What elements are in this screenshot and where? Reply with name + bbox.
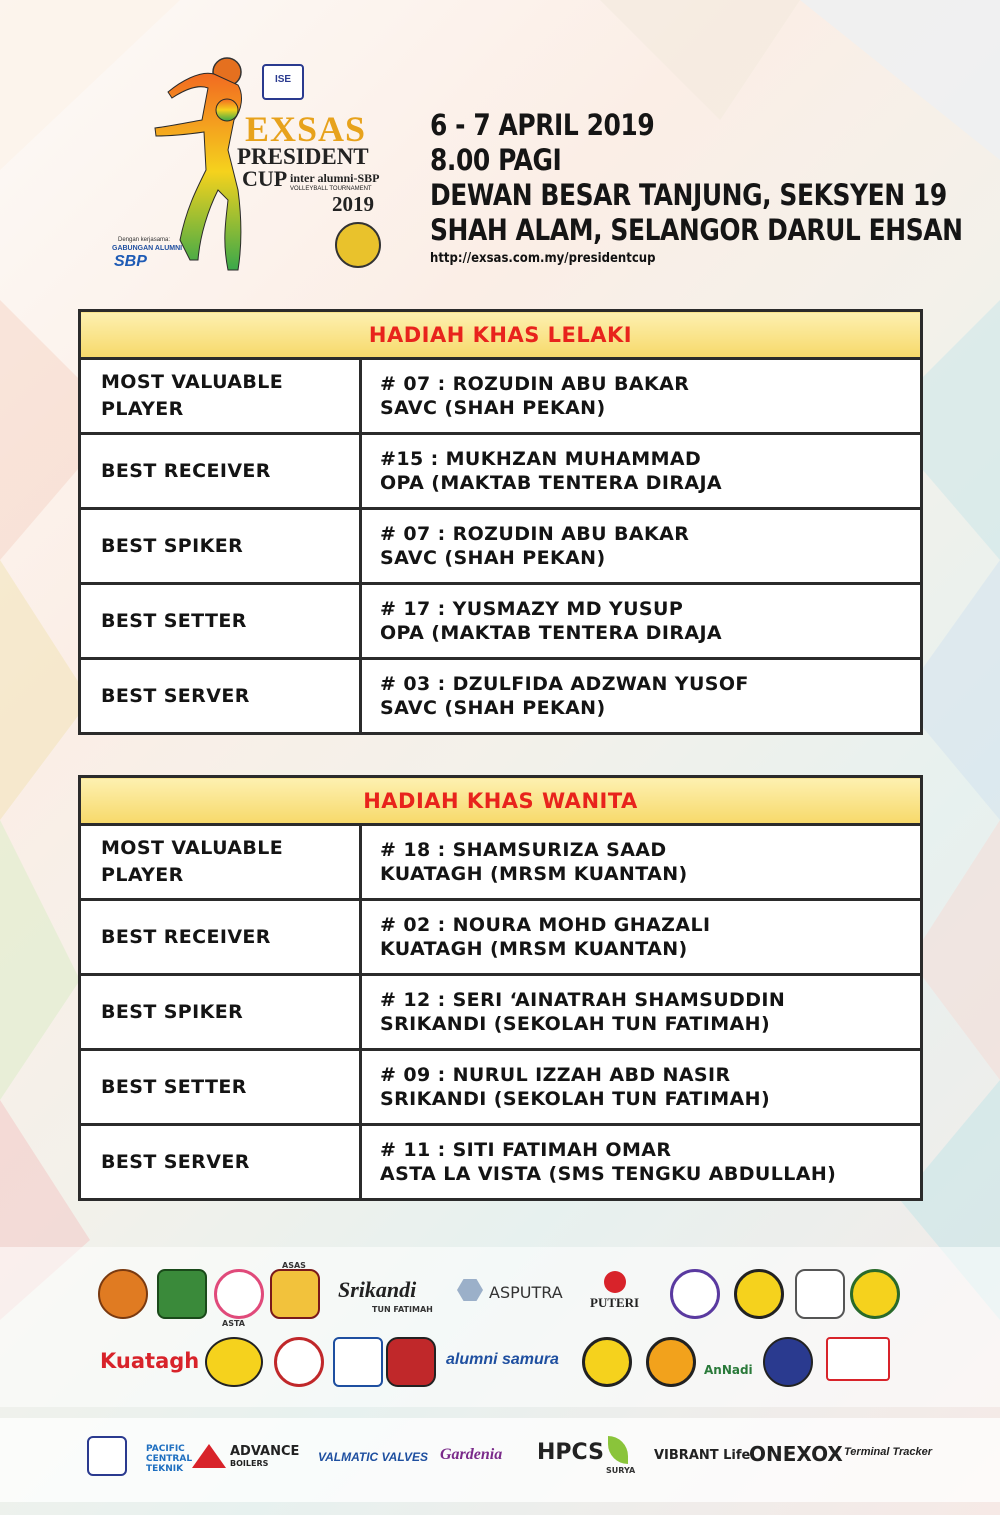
- award-winner: # 03 : DZULFIDA ADZWAN YUSOF SAVC (SHAH PEKAN): [361, 659, 922, 734]
- award-winner: # 11 : SITI FATIMAH OMAR ASTA LA VISTA (SMS TENGKU ABDULLAH): [361, 1125, 922, 1200]
- brand-sub2: VOLLEYBALL TOURNAMENT: [290, 186, 372, 192]
- award-category: BEST SETTER: [80, 584, 361, 659]
- table-row: [80, 825, 922, 900]
- srikandi-logo: Srikandi: [338, 1277, 417, 1302]
- award-category: BEST SERVER: [80, 659, 361, 734]
- award-category: MOST VALUABLE PLAYER: [80, 359, 361, 434]
- brand-line2: CUP: [242, 166, 288, 191]
- women-table-title: HADIAH KHAS WANITA: [80, 777, 922, 825]
- award-category: MOST VALUABLE PLAYER: [80, 825, 361, 900]
- award-category: BEST RECEIVER: [80, 434, 361, 509]
- alumni-logo-band: [0, 1247, 1000, 1407]
- table-row: [80, 584, 922, 659]
- event-venue-line1: DEWAN BESAR TANJUNG, SEKSYEN 19: [430, 178, 947, 212]
- table-row: [80, 659, 922, 734]
- gemilang-alumni-logo-icon: [157, 1269, 207, 1319]
- brand-title: EXSAS: [245, 109, 367, 149]
- prima-alumni-icon: [826, 1337, 890, 1381]
- arrow-logo-icon: [333, 1337, 383, 1387]
- award-winner: # 07 : ROZUDIN ABU BAKAR SAVC (SHAH PEKAN): [361, 509, 922, 584]
- table-row: [80, 1050, 922, 1125]
- event-date: 6 - 7 APRIL 2019: [430, 108, 655, 142]
- ise-sponsor-logo-icon: [87, 1436, 127, 1476]
- award-winner: # 09 : NURUL IZZAH ABD NASIR SRIKANDI (SEKOLAH TUN FATIMAH): [361, 1050, 922, 1125]
- gear-logo-icon: [646, 1337, 696, 1387]
- award-category: BEST RECEIVER: [80, 900, 361, 975]
- asas-crest-icon: [270, 1269, 320, 1319]
- award-category: BEST SETTER: [80, 1050, 361, 1125]
- anjara-badge-icon: [734, 1269, 784, 1319]
- event-info: [430, 108, 970, 266]
- mcoba-crest-icon: [386, 1337, 436, 1387]
- award-winner: # 18 : SHAMSURIZA SAAD KUATAGH (MRSM KUANTAN): [361, 825, 922, 900]
- advance-triangle-icon: [192, 1444, 226, 1468]
- srikandi-sub: TUN FATIMAH: [372, 1305, 433, 1314]
- event-url[interactable]: http://exsas.com.my/presidentcup: [430, 251, 656, 266]
- sponsor-logo-band: [0, 1418, 1000, 1502]
- alumni-badge-red-icon: [274, 1337, 324, 1387]
- onexox-logo: ONEXOX: [749, 1442, 843, 1466]
- exsas-president-cup-logo: [110, 50, 410, 280]
- awards-table-men: [78, 309, 923, 735]
- pct-line3: TEKNIK: [146, 1464, 184, 1474]
- samura-logo: alumni samura: [446, 1351, 559, 1368]
- award-winner: # 12 : SERI ‘AINATRAH SHAMSUDDIN SRIKANDI (SEKOLAH TUN FATIMAH): [361, 975, 922, 1050]
- alumni-crest-gray-icon: [795, 1269, 845, 1319]
- table-row: [80, 1125, 922, 1200]
- surya-label: SURYA: [606, 1466, 636, 1475]
- maktab-alumni-logo-icon: [98, 1269, 148, 1319]
- asta-logo-icon: [214, 1269, 264, 1319]
- exsas-seal-icon: [335, 222, 381, 268]
- partner-note: Dengan kerjasama:: [118, 237, 171, 243]
- ise-logo: ISE: [262, 64, 304, 100]
- partner-code: SBP: [114, 253, 147, 270]
- men-table-title: HADIAH KHAS LELAKI: [80, 311, 922, 359]
- award-category: BEST SPIKER: [80, 509, 361, 584]
- table-row: [80, 359, 922, 434]
- award-winner: # 07 : ROZUDIN ABU BAKAR SAVC (SHAH PEKAN): [361, 359, 922, 434]
- table-row: [80, 434, 922, 509]
- hpcs-logo: HPCS: [537, 1440, 604, 1465]
- brand-line1: PRESIDENT: [237, 144, 369, 169]
- award-winner: #15 : MUKHZAN MUHAMMAD OPA (MAKTAB TENTERA DIRAJA: [361, 434, 922, 509]
- valmatic-logo: VALMATIC VALVES: [318, 1450, 429, 1464]
- award-winner: # 17 : YUSMAZY MD YUSUP OPA (MAKTAB TENTERA DIRAJA: [361, 584, 922, 659]
- machang-alumni-icon: [763, 1337, 813, 1387]
- terminal-tracker-logo: Terminal Tracker: [844, 1446, 933, 1458]
- annadi-logo: AnNadi: [704, 1363, 753, 1377]
- event-venue-line2: SHAH ALAM, SELANGOR DARUL EHSAN: [430, 213, 963, 247]
- award-category: BEST SERVER: [80, 1125, 361, 1200]
- event-time: 8.00 PAGI: [430, 143, 562, 177]
- table-row: [80, 900, 922, 975]
- advance-line2: BOILERS: [230, 1459, 269, 1468]
- award-category: BEST SPIKER: [80, 975, 361, 1050]
- alumni-badge-yellow-icon: [205, 1337, 263, 1387]
- alumni-badge-purple-icon: [670, 1269, 720, 1319]
- award-winner: # 02 : NOURA MOHD GHAZALI KUATAGH (MRSM KUANTAN): [361, 900, 922, 975]
- gardenia-logo: Gardenia: [440, 1446, 503, 1463]
- brand-sub1: inter alumni-SBP: [290, 171, 380, 185]
- advance-line1: ADVANCE: [230, 1444, 300, 1459]
- pct-line2: CENTRAL: [146, 1454, 193, 1464]
- table-row: [80, 509, 922, 584]
- asputra-hex-icon: [457, 1279, 483, 1301]
- pct-line1: PACIFIC: [146, 1444, 185, 1454]
- table-row: [80, 975, 922, 1050]
- awards-table-women: [78, 775, 923, 1201]
- brand-year: 2019: [332, 192, 374, 216]
- surya-leaf-icon: [608, 1436, 628, 1464]
- asas-label: ASAS: [282, 1261, 306, 1270]
- asputra-logo: ASPUTRA: [489, 1283, 563, 1302]
- military-crest-icon: [850, 1269, 900, 1319]
- partner-name: GABUNGAN ALUMNI: [112, 245, 183, 252]
- puteri-flower-icon: [604, 1271, 626, 1293]
- exsas-seal-small-icon: [582, 1337, 632, 1387]
- asta-label: ASTA: [222, 1319, 245, 1328]
- puteri-logo: PUTERI: [590, 1295, 640, 1310]
- kuatagh-logo: Kuatagh: [100, 1349, 200, 1373]
- vibrant-logo: VIBRANT Life: [654, 1448, 751, 1463]
